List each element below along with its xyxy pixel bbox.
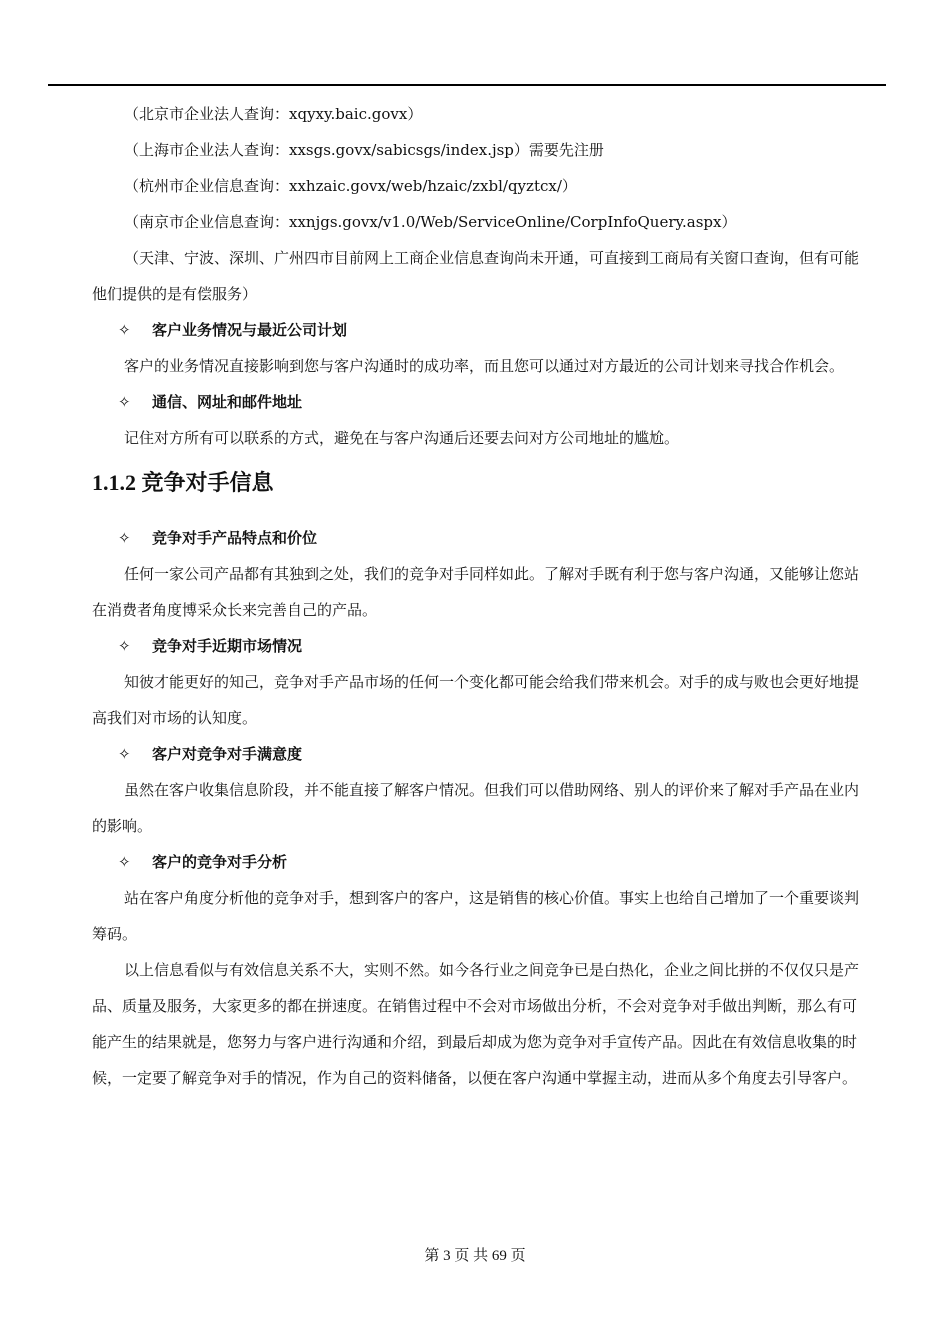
bullet-competitor-satisfaction	[92, 736, 860, 772]
paragraph-closing: 以上信息看似与有效信息关系不大，实则不然。如今各行业之间竞争已是白热化，企业之间比拼的不仅仅只是产品、质量及服务，大家更多的都在拼速度。在销售过程中不会对市场做出分析，不会对竞争对手做出判断，那么有可能产生的结果就是，您努力与客户进行沟通和介绍，到最后却成为您为竞争对手宣传产品。因此在有效信息收集的时候，一定要了解竞争对手的情况，作为自己的资料储备，以便在客户沟通中掌握主动，进而从多个角度去引导客户。	[92, 961, 860, 1087]
page-footer: 第 3 页 共 69 页	[424, 1248, 526, 1264]
query-line-nanjing: （南京市企业信息查询：xxnjgs.govx/v1.0/Web/ServiceOnline/CorpInfoQuery.aspx）	[124, 213, 737, 231]
bullet-contact	[92, 384, 860, 420]
query-line-beijing: （北京市企业法人查询：xqyxy.baic.govx）	[124, 105, 423, 123]
bullet-title: 竞争对手近期市场情况	[152, 637, 303, 655]
bullet-competitor-market	[92, 628, 860, 664]
bullet-competitor-product	[92, 520, 860, 556]
diamond-bullet-icon: ✧	[118, 745, 131, 763]
diamond-bullet-icon: ✧	[118, 393, 131, 411]
paragraph-contact: 记住对方所有可以联系的方式，避免在与客户沟通后还要去问对方公司地址的尴尬。	[124, 429, 680, 447]
section-heading: 1.1.2 竞争对手信息	[92, 470, 274, 495]
diamond-bullet-icon: ✧	[118, 529, 131, 547]
paragraph-competitor-satisfaction: 虽然在客户收集信息阶段，并不能直接了解客户情况。但我们可以借助网络、别人的评价来了解对手产品在业内的影响。	[92, 781, 860, 835]
bullet-title: 竞争对手产品特点和价位	[152, 529, 318, 547]
bullet-title: 通信、网址和邮件地址	[152, 393, 303, 411]
page-content	[92, 96, 860, 1096]
query-line-others: （天津、宁波、深圳、广州四市目前网上工商企业信息查询尚未开通，可直接到工商局有关窗口查询，但有可能他们提供的是有偿服务）	[92, 249, 860, 303]
paragraph-competitor-market: 知彼才能更好的知己，竞争对手产品市场的任何一个变化都可能会给我们带来机会。对手的成与败也会更好地提高我们对市场的认知度。	[92, 673, 860, 727]
header-rule	[48, 84, 886, 86]
diamond-bullet-icon: ✧	[118, 853, 131, 871]
query-line-shanghai: （上海市企业法人查询：xxsgs.govx/sabicsgs/index.jsp）需要先注册	[124, 141, 604, 159]
bullet-title: 客户对竞争对手满意度	[152, 745, 303, 763]
paragraph-business-plan: 客户的业务情况直接影响到您与客户沟通时的成功率，而且您可以通过对方最近的公司计划来寻找合作机会。	[124, 357, 845, 375]
diamond-bullet-icon: ✧	[118, 321, 131, 339]
query-line-hangzhou: （杭州市企业信息查询：xxhzaic.govx/web/hzaic/zxbl/qyztcx/）	[124, 177, 577, 195]
bullet-customer-competitor	[92, 844, 860, 880]
paragraph-competitor-product: 任何一家公司产品都有其独到之处，我们的竞争对手同样如此。了解对手既有利于您与客户沟通，又能够让您站在消费者角度博采众长来完善自己的产品。	[92, 565, 860, 619]
bullet-title: 客户的竞争对手分析	[152, 853, 288, 871]
bullet-title: 客户业务情况与最近公司计划	[152, 321, 348, 339]
bullet-business-plan	[92, 312, 860, 348]
diamond-bullet-icon: ✧	[118, 637, 131, 655]
paragraph-customer-competitor: 站在客户角度分析他的竞争对手，想到客户的客户，这是销售的核心价值。事实上也给自己增加了一个重要谈判筹码。	[92, 889, 860, 943]
